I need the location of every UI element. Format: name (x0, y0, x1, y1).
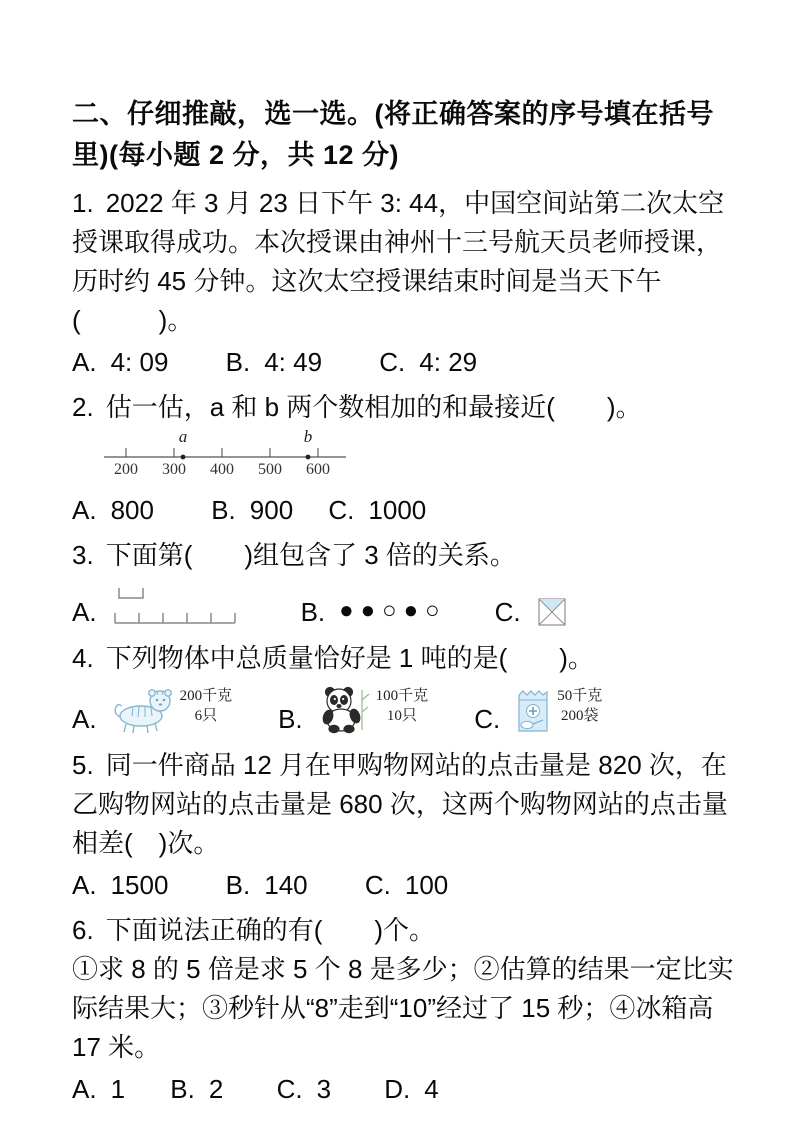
q2-option-b-label: B. (211, 495, 236, 525)
q2-option-c (328, 495, 426, 525)
question-1-text: 2022 年 3 月 23 日下午 3: 44，中国空间站第二次太空授课取得成功。本次授课由神州十三号航天员老师授课，历时约 45 分钟。这次太空授课结束时间是当天下午( )。 (72, 188, 725, 335)
question-2 (72, 388, 735, 427)
panda-icon (317, 686, 371, 734)
section-heading: 二、仔细推敲，选一选。(将正确答案的序号填在括号里)(每小题 2 分，共 12 分) (72, 99, 714, 170)
number-line-tick-400: 400 (210, 461, 234, 478)
q4-option-b-item-labels (376, 686, 429, 726)
q4-option-a-label: A. (72, 704, 97, 734)
q1-option-b-value: 4: 49 (264, 347, 323, 377)
number-line-point-a-label: a (178, 427, 188, 446)
q5-option-c-value: 100 (404, 870, 449, 900)
tiger-icon (111, 686, 175, 734)
number-line-tick-600: 600 (306, 461, 330, 478)
square-with-diagonals-figure (535, 593, 569, 629)
q4-option-b-count: 10只 (386, 708, 417, 724)
q6-option-a-value: 1 (110, 1074, 126, 1104)
q1-option-b-label: B. (225, 347, 251, 377)
q4-option-c (474, 686, 602, 734)
q4-option-a-item-labels (180, 686, 233, 726)
q6-option-a-label: A. (72, 1074, 97, 1104)
q1-option-a-label: A. (72, 347, 97, 377)
question-4-options (72, 686, 735, 734)
question-4 (72, 639, 735, 678)
q3-option-b-label: B. (300, 597, 326, 627)
q6-option-d-value: 4 (424, 1074, 439, 1104)
q1-option-b (226, 347, 322, 377)
q1-option-c-value: 4: 29 (419, 347, 478, 377)
q5-option-c (365, 870, 448, 900)
q4-option-c-count: 200袋 (560, 708, 599, 724)
q5-option-a-value: 1500 (110, 870, 169, 900)
q2-option-c-value: 1000 (368, 495, 427, 525)
q2-option-a (72, 495, 154, 525)
q4-option-a-count: 6只 (194, 708, 218, 724)
question-1 (72, 184, 735, 340)
question-5 (72, 746, 735, 863)
question-3-text: 下面第( )组包含了 3 倍的关系。 (105, 540, 516, 570)
question-3 (72, 536, 735, 575)
q2-option-c-label: C. (328, 495, 355, 525)
q4-option-b-label: B. (278, 704, 303, 734)
q6-option-d (384, 1074, 438, 1104)
q6-option-c (277, 1074, 331, 1104)
q4-option-a (72, 686, 232, 734)
question-3-number: 3. (72, 540, 94, 570)
q2-option-a-label: A. (72, 495, 97, 525)
question-2-number: 2. (72, 392, 94, 422)
q1-option-c (379, 347, 477, 377)
q2-option-a-value: 800 (110, 495, 154, 525)
number-line-point-b-label: b (303, 427, 313, 446)
number-line-tick-300: 300 (162, 461, 186, 478)
strip-diagram-figure (111, 583, 243, 627)
question-1-options (72, 343, 735, 382)
q4-option-c-weight: 50千克 (557, 688, 603, 704)
question-4-number: 4. (72, 643, 94, 673)
question-6-text: 下面说法正确的有( )个。 (105, 915, 436, 945)
question-4-text: 下列物体中总质量恰好是 1 吨的是( )。 (105, 643, 594, 673)
question-2-text: 估一估，a 和 b 两个数相加的和最接近( )。 (105, 392, 642, 422)
q2-number-line-figure (102, 429, 402, 487)
q6-option-b (170, 1074, 223, 1104)
question-6 (72, 911, 735, 950)
question-3-options (72, 583, 735, 627)
question-6-statements: ①求 8 的 5 倍是求 5 个 8 是多少；②估算的结果一定比实际结果大；③秒针从“8”走到“10”经过了 15 秒；④冰箱高 17 米。 (72, 954, 734, 1062)
q3-option-a-label: A. (72, 597, 97, 627)
q4-option-b (278, 686, 428, 734)
q4-option-a-weight: 200千克 (179, 688, 233, 704)
dot-row-figure: ●●○●○ (339, 597, 447, 624)
q6-option-b-value: 2 (208, 1074, 224, 1104)
question-6-number: 6. (72, 915, 94, 945)
q5-option-b (226, 870, 308, 900)
number-line-tick-200: 200 (114, 461, 138, 478)
number-line-tick-500: 500 (258, 461, 282, 478)
q3-option-c-label: C. (494, 597, 521, 627)
question-2-options (72, 491, 735, 530)
q5-option-a (72, 870, 168, 900)
question-5-options (72, 866, 735, 905)
q6-option-c-value: 3 (316, 1074, 332, 1104)
q5-option-c-label: C. (364, 870, 391, 900)
q4-option-b-weight: 100千克 (375, 688, 429, 704)
q1-option-c-label: C. (379, 347, 406, 377)
q6-option-b-label: B. (170, 1074, 195, 1104)
q2-option-b-value: 900 (249, 495, 294, 525)
bag-icon (514, 686, 552, 734)
q5-option-a-label: A. (72, 870, 97, 900)
number-line-graphic (102, 444, 354, 460)
q4-option-c-label: C. (474, 704, 501, 734)
q6-option-c-label: C. (276, 1074, 303, 1104)
q5-option-b-label: B. (225, 870, 251, 900)
q4-option-c-item-labels (557, 686, 602, 726)
question-1-number: 1. (72, 188, 94, 218)
question-5-text: 同一件商品 12 月在甲购物网站的点击量是 820 次，在乙购物网站的点击量是 680 次，这两个购物网站的点击量相差( )次。 (72, 750, 728, 858)
q6-option-d-label: D. (384, 1074, 411, 1104)
question-6-options (72, 1070, 735, 1109)
q1-option-a (72, 347, 168, 377)
q6-option-a (72, 1074, 125, 1104)
q1-option-a-value: 4: 09 (110, 347, 169, 377)
q2-option-b (211, 495, 293, 525)
question-5-number: 5. (72, 750, 94, 780)
q5-option-b-value: 140 (264, 870, 308, 900)
